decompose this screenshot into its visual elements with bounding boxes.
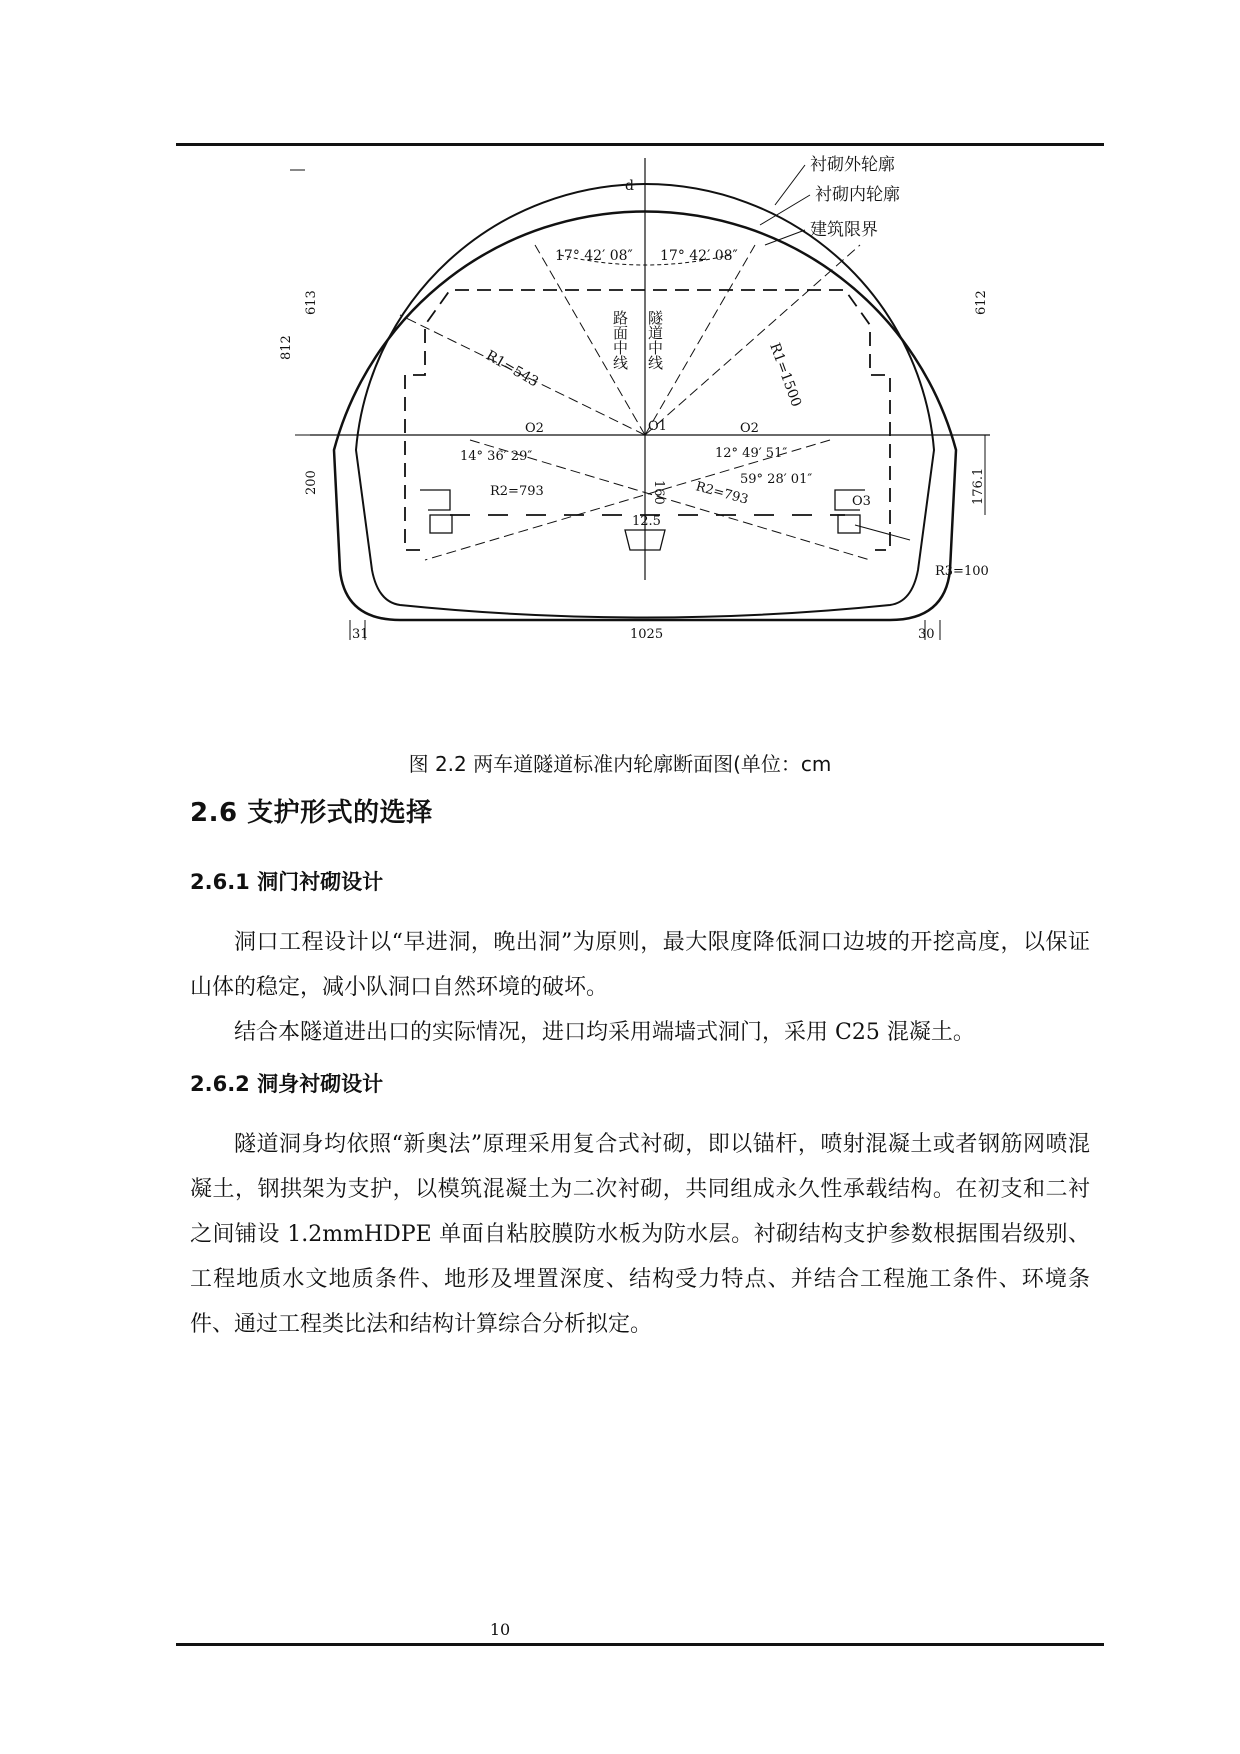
leader-outer xyxy=(775,165,805,205)
curb-left xyxy=(420,490,450,510)
label-tunnel-center: 隧道中线 xyxy=(646,310,664,370)
label-30: 30 xyxy=(918,627,935,642)
label-r1-left: R1=543 xyxy=(483,347,542,391)
label-d: d xyxy=(625,178,634,194)
label-176-1: 176.1 xyxy=(971,467,986,505)
radius-line-right xyxy=(645,245,860,435)
label-o2-left: O2 xyxy=(525,421,544,436)
label-angle-low-right-1: 12° 49′ 51″ xyxy=(715,446,788,461)
label-clearance: 建筑限界 xyxy=(810,220,878,240)
drain-left xyxy=(430,515,452,533)
label-613: 613 xyxy=(304,290,319,315)
footer-rule xyxy=(176,1643,1104,1646)
tunnel-drawing xyxy=(270,150,1030,730)
paragraph-portal-2: 结合本隧道进出口的实际情况，进口均采用端墙式洞门，采用 C25 混凝土。 xyxy=(234,1020,975,1045)
figure-caption: 图 2.2 两车道隧道标准内轮廓断面图(单位：cm xyxy=(408,752,832,776)
label-angle-low-right-2: 59° 28′ 01″ xyxy=(740,472,813,487)
header-rule xyxy=(176,143,1104,146)
label-r1-right: R1=1500 xyxy=(766,340,805,410)
label-r2-right: R2=793 xyxy=(693,479,750,508)
label-angle-low-left: 14° 36′ 29″ xyxy=(460,449,533,464)
label-outer-contour: 衬砌外轮廓 xyxy=(810,155,895,175)
paragraph-portal-1: 洞口工程设计以“早进洞，晚出洞”为原则，最大限度降低洞口边坡的开挖高度，以保证山体的稳定，减小队洞口自然环境的破坏。 xyxy=(190,930,1090,1000)
label-160: 160 xyxy=(651,480,666,505)
drain-right xyxy=(838,515,860,533)
label-12-5: 12.5 xyxy=(632,514,661,529)
page-number: 10 xyxy=(489,1620,511,1639)
label-angle-right: 17° 42′ 08″ xyxy=(660,248,738,264)
label-31: 31 xyxy=(352,627,369,642)
label-o2-right: O2 xyxy=(740,421,759,436)
subsection-heading-2: 2.6.2 洞身衬砌设计 xyxy=(190,1072,384,1096)
label-1025: 1025 xyxy=(630,627,664,642)
paragraph-body-lining: 隧道洞身均依照“新奥法”原理采用复合式衬砌，即以锚杆，喷射混凝土或者钢筋网喷混凝土，钢拱架为支护，以模筑混凝土为二次衬砌，共同组成永久性承载结构。在初支和二衬之间铺设 1.2mmHDPE 单面自粘胶膜防水板为防水层。衬砌结构支护参数根据围岩级别、工程地质水文地质条件、地形及埋置深度、结构受力特点、并结合工程施工条件、环境条件、通过工程类比法和结构计算综合分析拟定。 xyxy=(190,1132,1090,1337)
section-heading: 2.6 支护形式的选择 xyxy=(190,798,433,828)
label-road-center: 路面中线 xyxy=(611,310,629,370)
tunnel-cross-section-figure xyxy=(270,150,1030,730)
label-o3: O3 xyxy=(852,494,871,509)
label-612: 612 xyxy=(974,290,989,315)
label-angle-left: 17° 42′ 08″ xyxy=(555,248,633,264)
label-o1: O1 xyxy=(648,419,667,434)
label-r3: R3=100 xyxy=(935,564,989,579)
label-200: 200 xyxy=(304,470,319,495)
subsection-heading-1: 2.6.1 洞门衬砌设计 xyxy=(190,870,384,894)
o3-line xyxy=(855,525,910,540)
label-inner-contour: 衬砌内轮廓 xyxy=(815,185,900,205)
label-812: 812 xyxy=(279,335,294,360)
label-r2-left: R2=793 xyxy=(490,484,544,499)
